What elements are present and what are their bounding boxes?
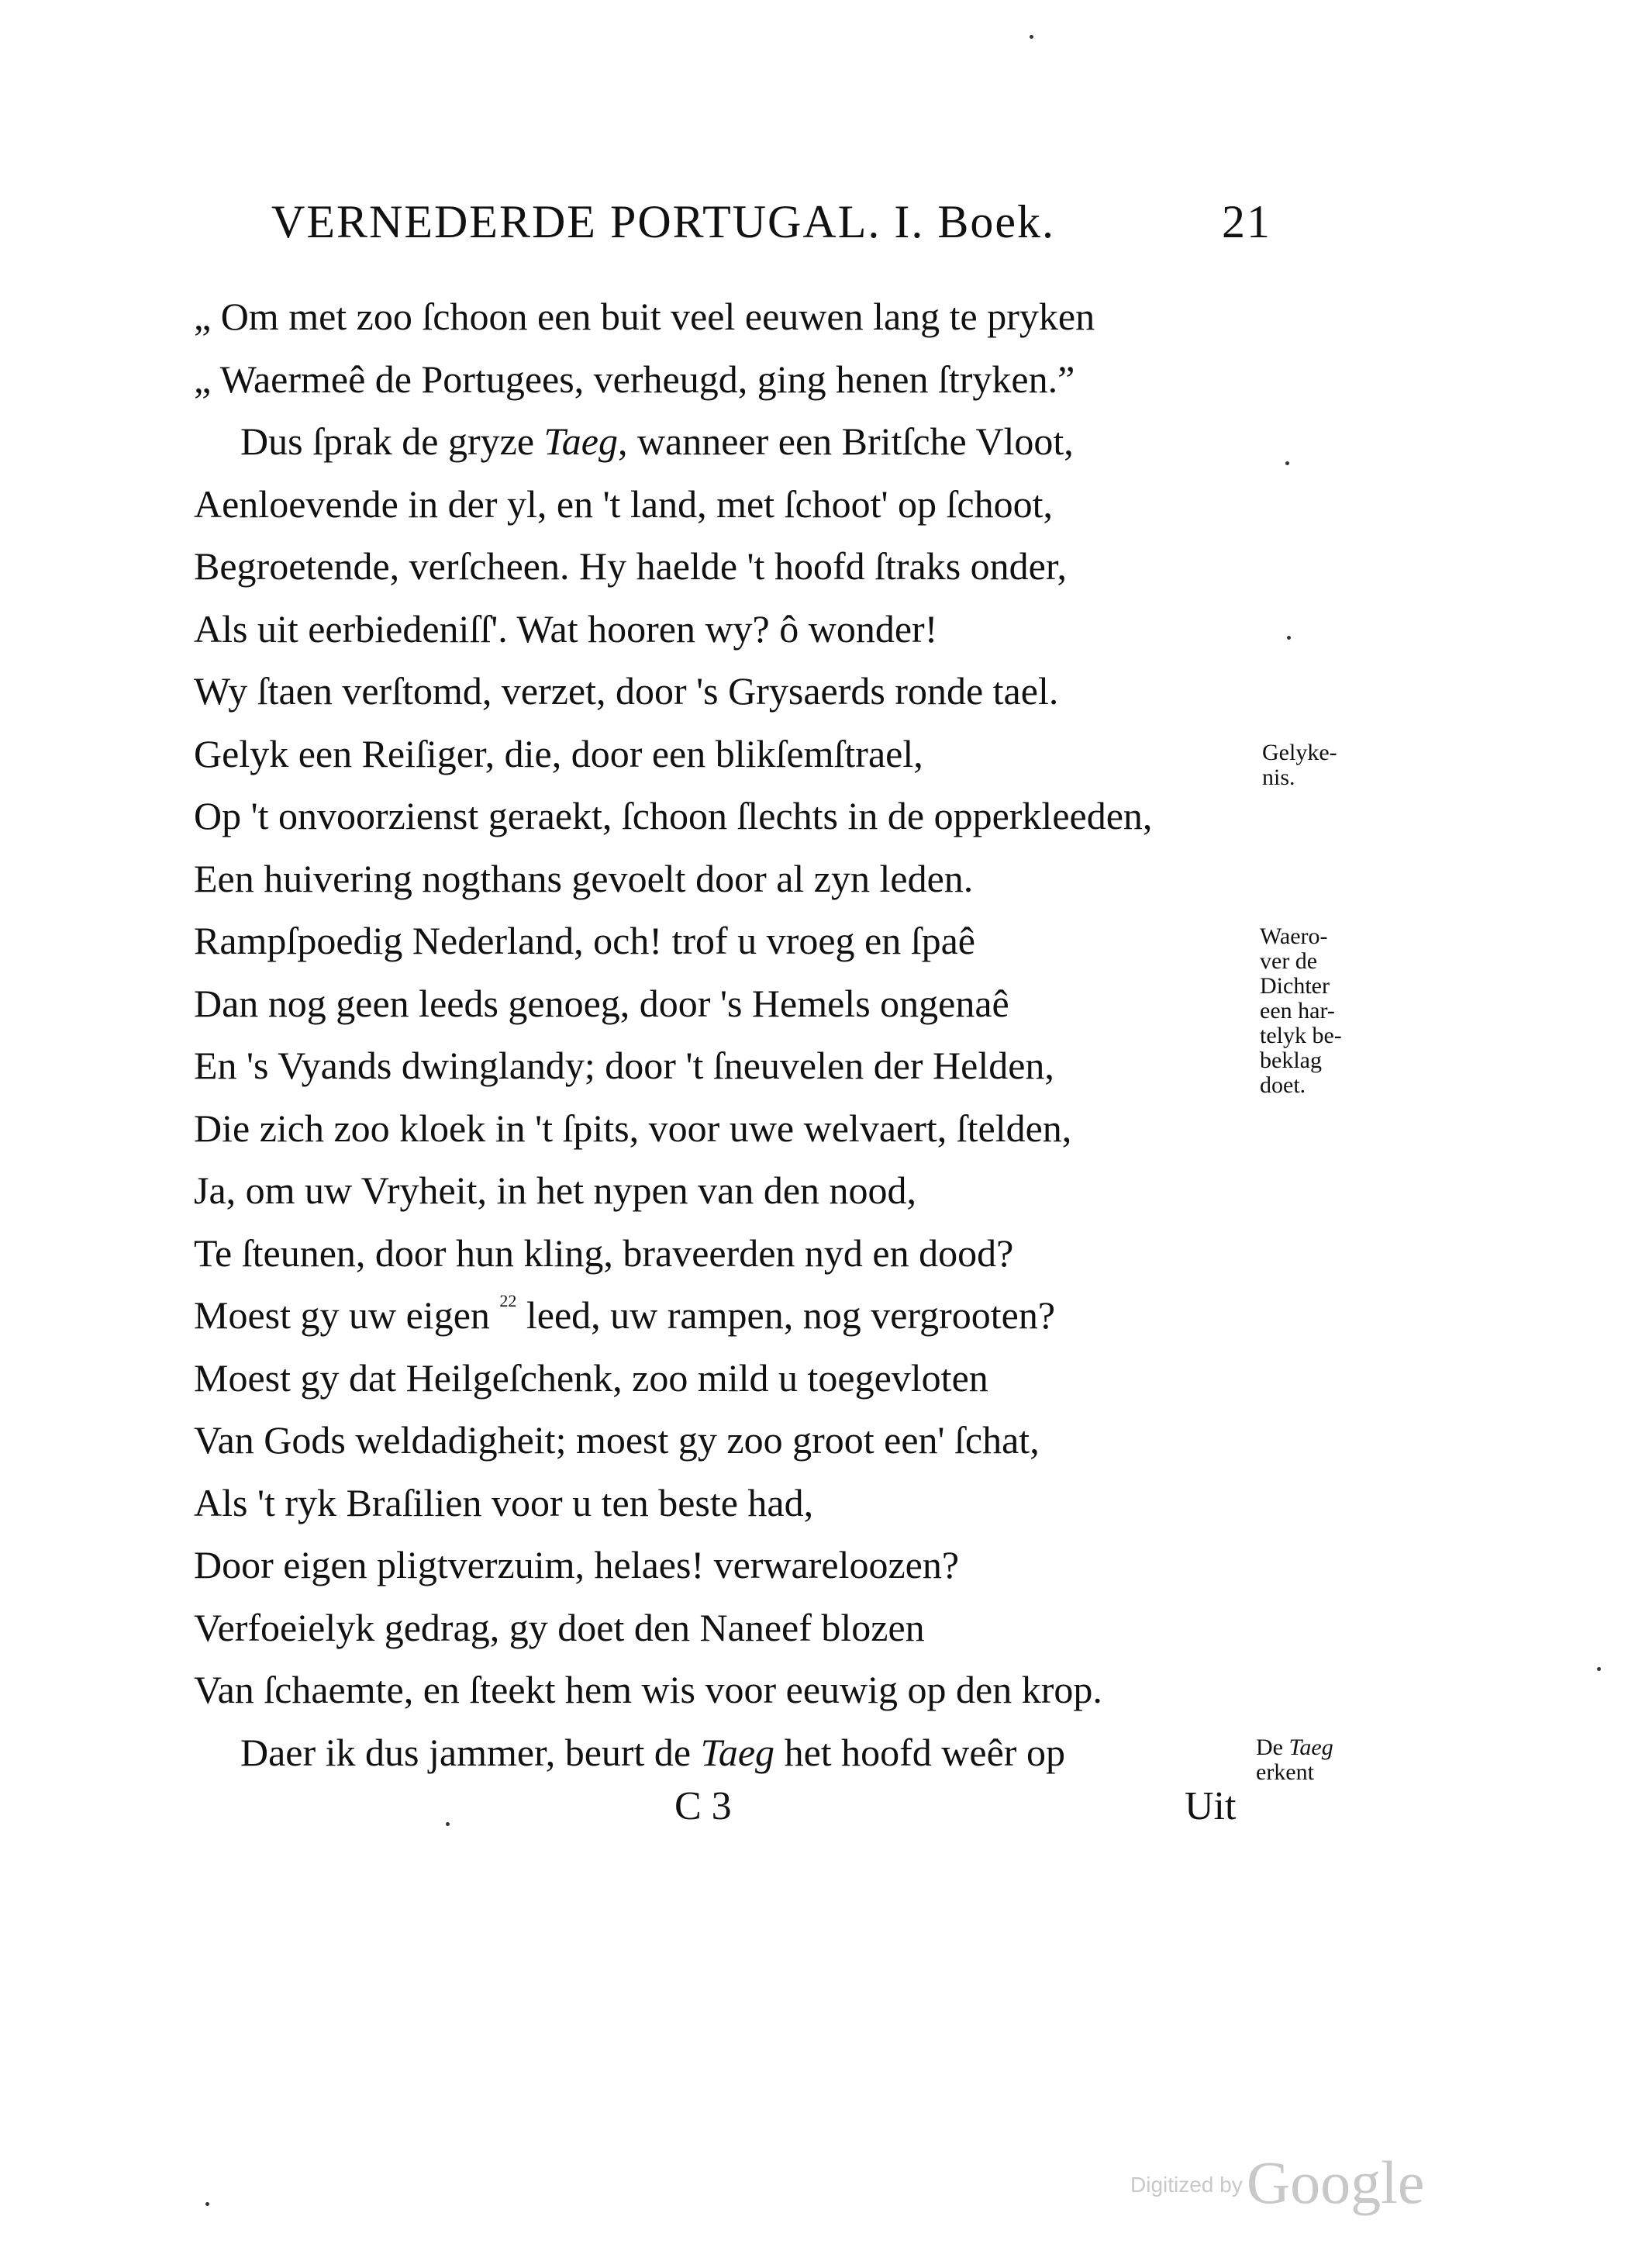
poem-name-taeg: Taeg [700, 1730, 775, 1774]
poem-line: Begroetende, verſcheen. Hy haelde 't hoofd ſtraks onder, [194, 544, 1068, 588]
margin-note-gelykenis: Gelyke- nis. [1262, 740, 1337, 790]
margin-note-text: De [1256, 1735, 1289, 1760]
margin-note-name: Taeg [1288, 1735, 1333, 1760]
poem-line [194, 410, 1295, 473]
poem-line [194, 1284, 1295, 1347]
watermark-prefix: Digitized by [1130, 2173, 1243, 2197]
margin-note-text: erkent [1256, 1759, 1314, 1785]
paper-speck [446, 1822, 450, 1826]
poem-line: Te ſteunen, door hun kling, braveerden nyd en dood? [194, 1231, 1014, 1275]
poem-line: Aenloevende in der yl, en 't land, met ſchoot' op ſchoot, [194, 482, 1054, 526]
footnote-marker: 22 [499, 1291, 517, 1310]
poem-line: Op 't onvoorzienst geraekt, ſchoon ſlechts in de opperkleeden, [194, 794, 1153, 837]
catchword: Uit [1185, 1784, 1237, 1828]
poem-line-text: het hoofd weêr op [774, 1730, 1065, 1774]
poem-line: Van ſchaemte, en ſteekt hem wis voor eeuwig op den krop. [194, 1668, 1102, 1711]
poem-line: Als uit eerbiedeniſſ'. Wat hooren wy? ô wonder! [194, 606, 938, 651]
paper-speck [205, 2202, 209, 2206]
poem-line: Als 't ryk Braſilien voor u ten beste had, [194, 1480, 814, 1524]
poem-line-text: Dus ſprak de gryze [240, 419, 544, 463]
paper-speck [1287, 636, 1291, 640]
signature-mark: C 3 [674, 1784, 732, 1828]
poem-line: Van Gods weldadigheit; moest gy zoo groot een' ſchat, [194, 1418, 1040, 1462]
poem-line: Door eigen pligtverzuim, helaes! verwareloozen? [194, 1543, 960, 1586]
poem-line: Moest gy dat Heilgeſchenk, zoo mild u toegevloten [194, 1355, 988, 1400]
page-number: 21 [1222, 196, 1271, 247]
poem-line: En 's Vyands dwinglandy; door 't ſneuvelen der Helden, [194, 1044, 1054, 1087]
poem-line: Een huivering nogthans gevoelt door al zyn leden. [194, 856, 974, 900]
paper-speck [1030, 35, 1033, 39]
poem-line: Die zich zoo kloek in 't ſpits, voor uwe welvaert, ſtelden, [194, 1106, 1072, 1150]
poem-line-text: , wanneer een Britſche Vloot, [617, 419, 1074, 463]
poem-line: „ Waermeê de Portugees, verheugd, ging henen ſtryken.” [194, 357, 1075, 401]
watermark-brand: Google [1246, 2149, 1425, 2216]
poem-line: Wy ſtaen verſtomd, verzet, door 's Grysaerds ronde tael. [194, 669, 1059, 713]
poem-name-taeg: Taeg [543, 419, 618, 463]
digitized-watermark [1130, 2148, 1424, 2218]
running-title: VERNEDERDE PORTUGAL. I. Boek. [271, 196, 1055, 247]
poem-line: Gelyk een Reiſiger, die, door een blikſemſtrael, [194, 731, 923, 775]
poem-line: Verfoeielyk gedrag, gy doet den Naneef blozen [194, 1605, 925, 1649]
poem-line-text: Moest gy uw eigen [194, 1293, 500, 1337]
poem-line: Dan nog geen leeds genoeg, door 's Hemels ongenaê [194, 981, 1009, 1025]
paper-speck [1285, 461, 1289, 465]
paper-speck [1597, 1667, 1601, 1671]
margin-note-taeg-erkent [1256, 1735, 1333, 1785]
poem-text [194, 285, 1295, 1783]
poem-line: Rampſpoedig Nederland, och! trof u vroeg en ſpaê [194, 919, 975, 962]
poem-line-text: Daer ik dus jammer, beurt de [240, 1730, 701, 1774]
margin-note-waerover: Waero- ver de Dichter een har- telyk be- beklag doet. [1260, 923, 1342, 1098]
running-head [271, 195, 1271, 257]
poem-line: „ Om met zoo ſchoon een buit veel eeuwen lang te pryken [194, 295, 1095, 338]
poem-line-text: leed, uw rampen, nog vergrooten? [516, 1293, 1056, 1337]
poem-line: Ja, om uw Vryheit, in het nypen van den nood, [194, 1169, 917, 1212]
poem-line [194, 1721, 1295, 1784]
